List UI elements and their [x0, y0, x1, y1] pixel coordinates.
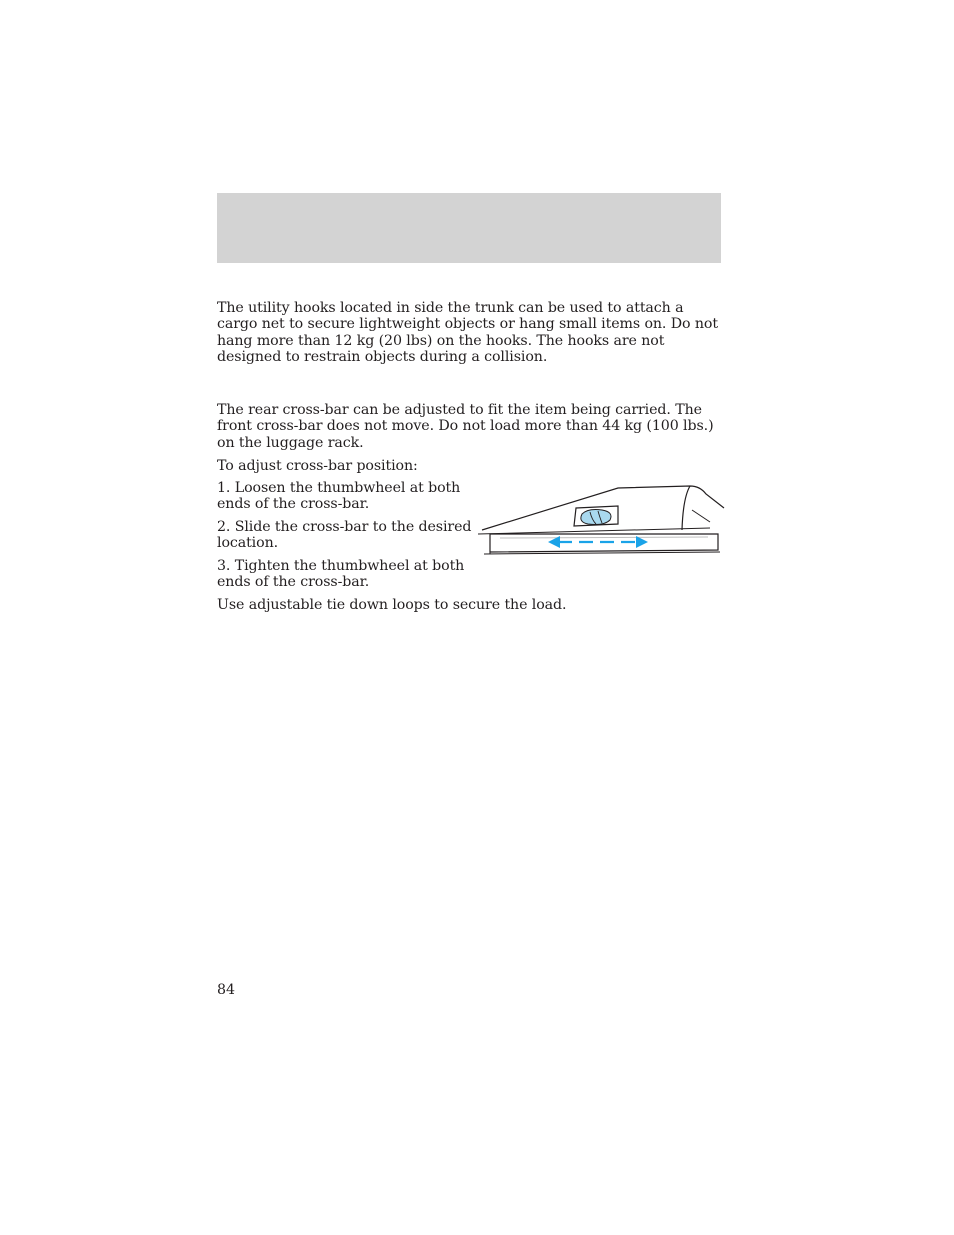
utility-hooks-paragraph: The utility hooks located in side the trunk can be used to attach a cargo net to secure lightweight objects or hang small items on. Do not hang more than 12 kg (20 lbs) on the hooks. The hooks are not designed to restrain objects during a collision. — [217, 300, 718, 366]
thumbwheel-shape — [581, 510, 611, 525]
adjust-steps-list — [217, 480, 479, 596]
section-header-band — [217, 193, 721, 263]
pillar-inner-line — [692, 510, 710, 522]
step-item: 1. Loosen the thumbwheel at both ends of the cross-bar. — [217, 480, 461, 513]
rail-top-line — [478, 528, 710, 534]
page-number: 84 — [217, 982, 236, 998]
windshield-pillar — [682, 486, 690, 530]
step-item: 3. Tighten the thumbwheel at both ends of the cross-bar. — [217, 557, 465, 591]
luggage-rack-paragraph: The rear cross-bar can be adjusted to fit the item being carried. The front cross-bar does not move. Do not load more than 44 kg (100 lbs.) on the luggage rack. — [217, 402, 714, 451]
tie-down-paragraph: Use adjustable tie down loops to secure the load. — [217, 597, 567, 613]
adjust-intro-text: To adjust cross-bar position: — [217, 458, 418, 474]
thumbwheel-icon — [581, 510, 611, 525]
cross-bar-illustration — [478, 478, 726, 562]
step-item: 2. Slide the cross-bar to the desired location. — [217, 518, 472, 552]
